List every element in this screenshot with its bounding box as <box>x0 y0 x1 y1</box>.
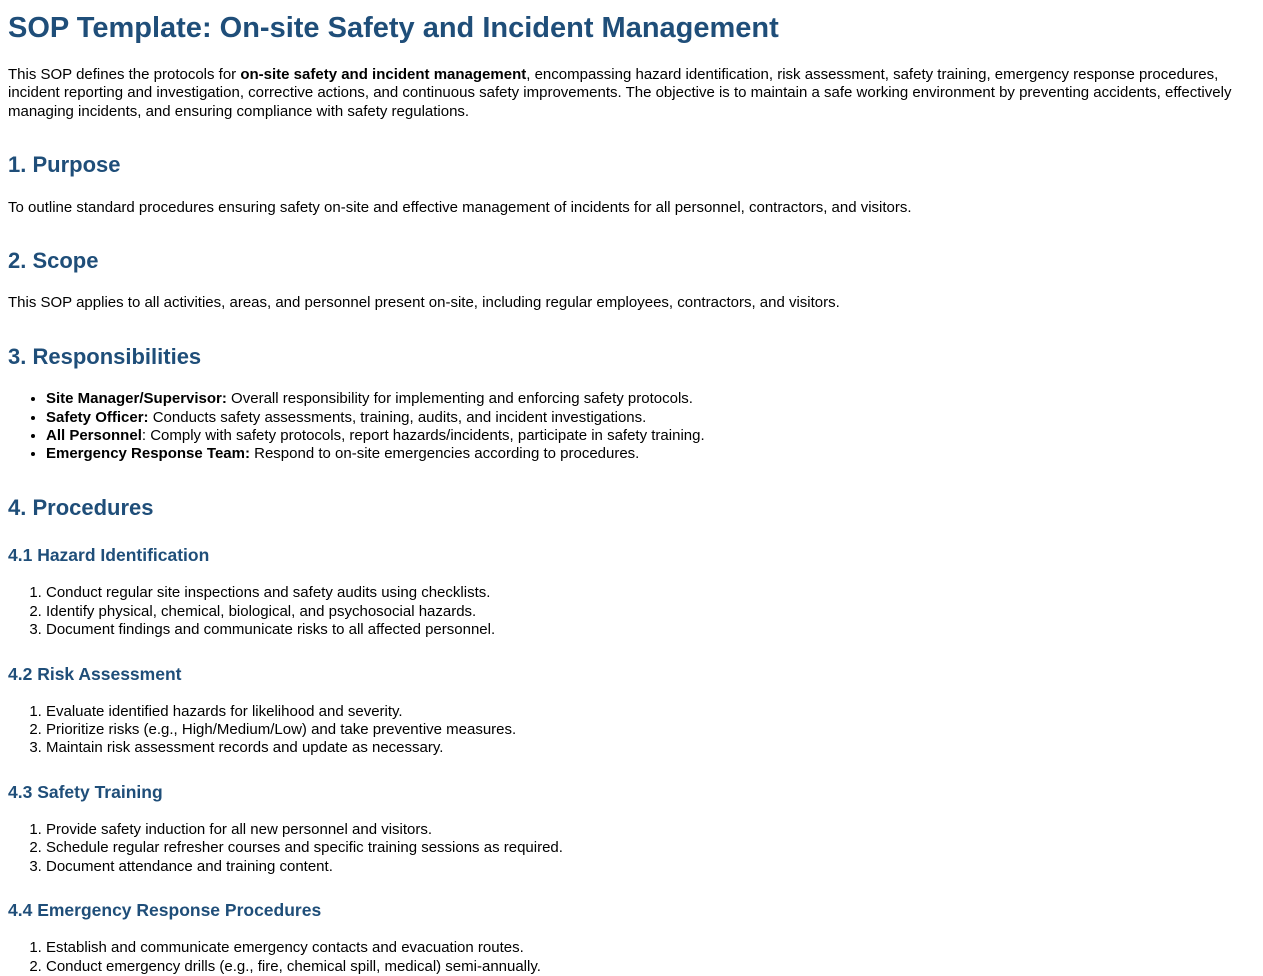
subsection-heading-hazard-identification: 4.1 Hazard Identification <box>8 545 210 566</box>
hazard-identification-steps <box>8 584 1255 639</box>
role-description: Conducts safety assessments, training, audits, and incident investigations. <box>148 408 647 426</box>
list-item: 3. Document attendance and training content. <box>46 858 1255 876</box>
list-item: 3. Maintain risk assessment records and update as necessary. <box>46 739 1255 757</box>
section-heading-procedures: 4. Procedures <box>8 494 154 520</box>
list-item <box>46 427 1255 445</box>
list-item: 2. Schedule regular refresher courses and specific training sessions as required. <box>46 839 1255 857</box>
list-item: 3. Document findings and communicate risks to all affected personnel. <box>46 621 1255 639</box>
section-heading-scope: 2. Scope <box>8 247 99 273</box>
list-item: 1. Establish and communicate emergency contacts and evacuation routes. <box>46 939 1255 957</box>
role-label: Emergency Response Team: <box>46 445 250 463</box>
page-title: SOP Template: On-site Safety and Incident Management <box>8 12 779 44</box>
list-item: 1. Conduct regular site inspections and safety audits using checklists. <box>46 584 1255 602</box>
list-item: 2. Prioritize risks (e.g., High/Medium/Low) and take preventive measures. <box>46 721 1255 739</box>
list-item <box>46 445 1255 463</box>
list-item <box>46 409 1255 427</box>
list-item: 2. Conduct emergency drills (e.g., fire, chemical spill, medical) semi-annually. <box>46 958 1255 976</box>
role-description: : Comply with safety protocols, report hazards/incidents, participate in safety training. <box>141 427 705 445</box>
risk-assessment-steps <box>8 703 1255 758</box>
intro-text-end: , encompassing hazard identification, risk assessment, safety training, emergency response procedures, incident reporting and investigation, corrective actions, and continuous safety improvements. The objective is to maintain a safe working environment by preventing accidents, effectively managing incidents, and ensuring compliance with safety regulations. <box>8 65 1232 120</box>
scope-paragraph: This SOP applies to all activities, areas, and personnel present on-site, including regular employees, contractors, and visitors. <box>8 294 840 312</box>
section-heading-responsibilities: 3. Responsibilities <box>8 343 202 369</box>
list-item: 1. Evaluate identified hazards for likelihood and severity. <box>46 703 1255 721</box>
role-label: Site Manager/Supervisor: <box>46 390 227 408</box>
purpose-paragraph: To outline standard procedures ensuring safety on-site and effective management of incidents for all personnel, contractors, and visitors. <box>8 198 912 216</box>
role-description: Overall responsibility for implementing and enforcing safety protocols. <box>226 390 693 408</box>
subsection-heading-risk-assessment: 4.2 Risk Assessment <box>8 663 182 684</box>
intro-paragraph <box>8 66 1255 121</box>
subsection-heading-emergency-response: 4.4 Emergency Response Procedures <box>8 900 322 921</box>
role-description: Respond to on-site emergencies according to procedures. <box>249 445 640 463</box>
list-item <box>46 390 1255 408</box>
safety-training-steps <box>8 821 1255 876</box>
role-label: Safety Officer: <box>46 408 149 426</box>
emergency-response-steps <box>8 939 1255 976</box>
subsection-heading-safety-training: 4.3 Safety Training <box>8 781 163 802</box>
list-item: 2. Identify physical, chemical, biological, and psychosocial hazards. <box>46 603 1255 621</box>
section-heading-purpose: 1. Purpose <box>8 152 121 178</box>
role-label: All Personnel <box>46 427 142 445</box>
intro-text-start: This SOP defines the protocols for <box>8 65 241 83</box>
list-item: 1. Provide safety induction for all new personnel and visitors. <box>46 821 1255 839</box>
responsibilities-list <box>8 390 1255 464</box>
intro-bold-phrase: on-site safety and incident management <box>240 65 527 83</box>
